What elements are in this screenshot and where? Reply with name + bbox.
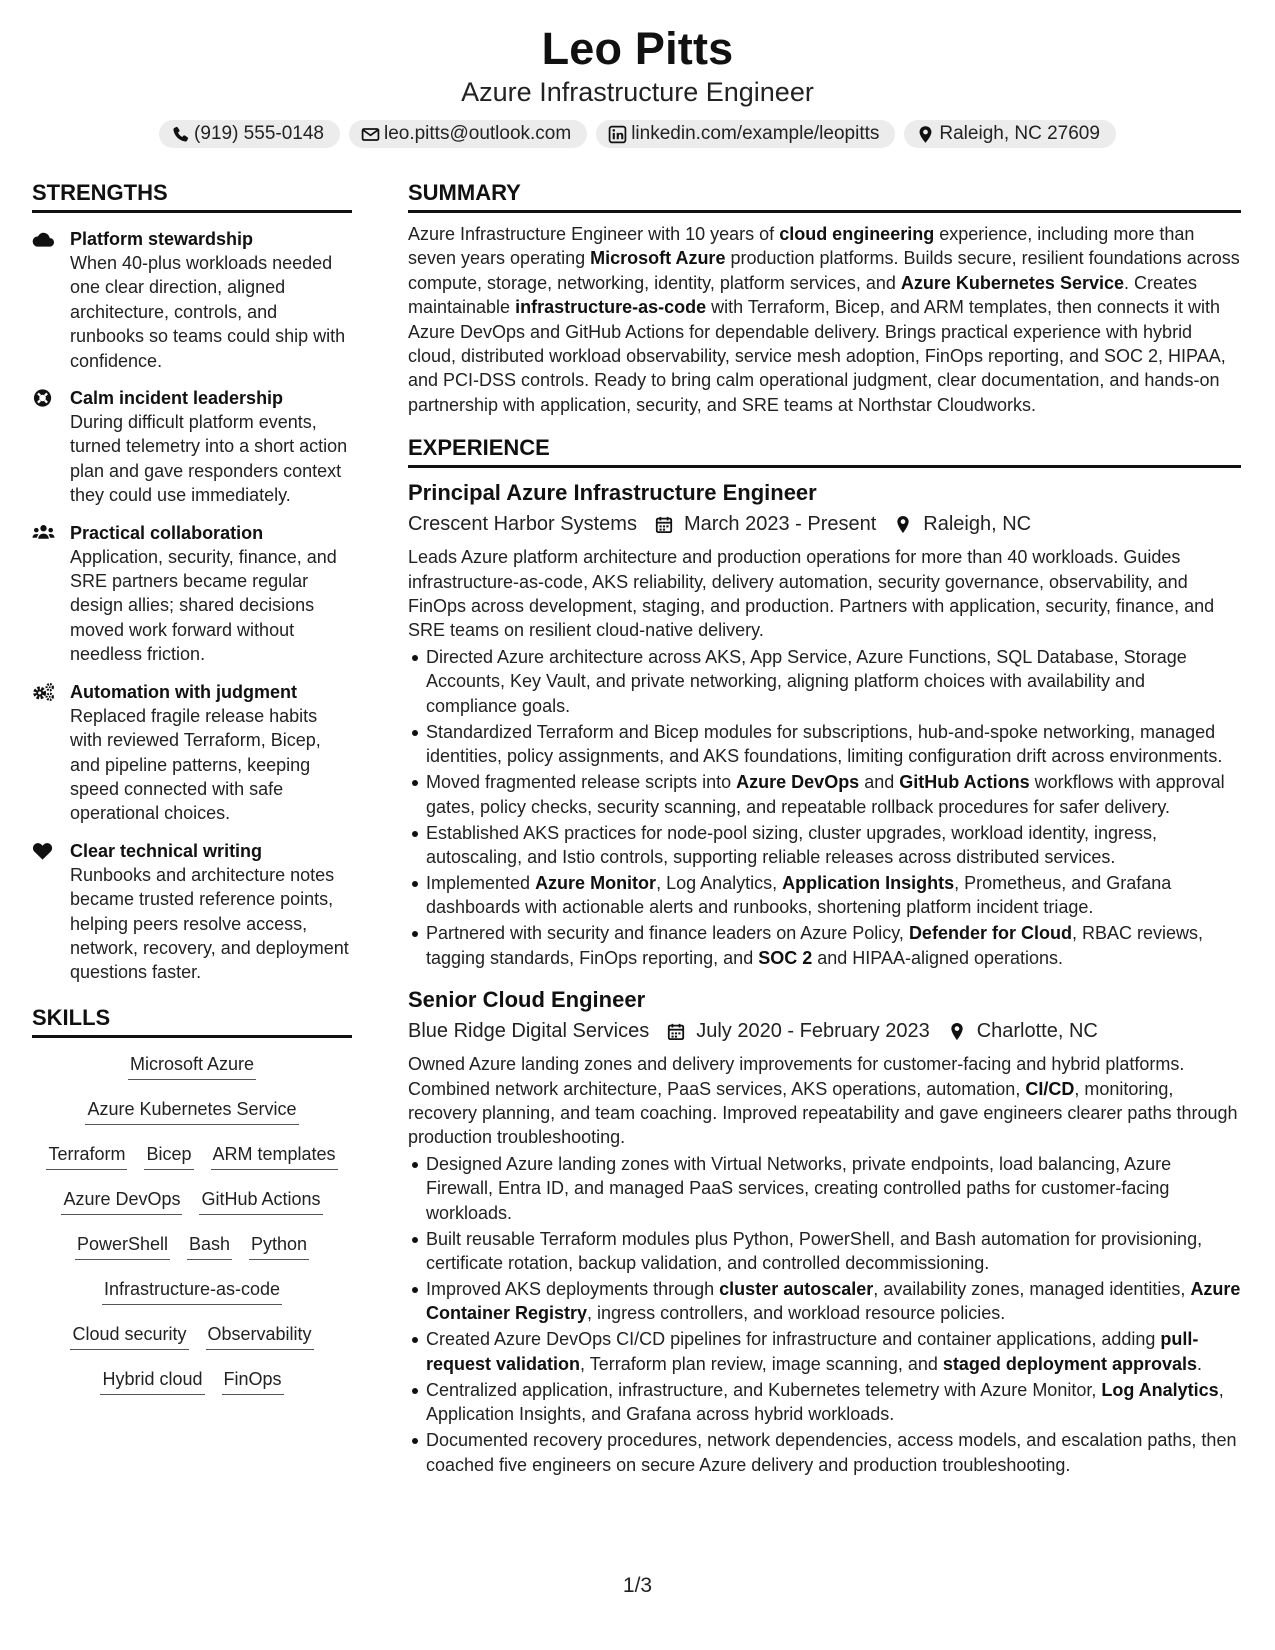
job-bullets bbox=[408, 1152, 1241, 1477]
strength-title: Automation with judgment bbox=[70, 681, 297, 702]
users-icon bbox=[32, 523, 55, 543]
job-bullet: Designed Azure landing zones with Virtual Networks, private endpoints, load balancing, Azure Firewall, Entra ID, and managed PaaS services, creating controlled paths for customer-facing workloads. bbox=[426, 1152, 1241, 1225]
strength-title: Platform stewardship bbox=[70, 229, 254, 249]
strength-item bbox=[32, 521, 352, 667]
candidate-title: Azure Infrastructure Engineer bbox=[461, 77, 814, 107]
job-description: Owned Azure landing zones and delivery improvements for customer-facing and hybrid platforms. Combined network architecture, PaaS services, AKS operations, automation, CI/CD, monitoring, recovery planning, and team coaching. Improved repeatability and gave engineers clearer paths through production troubleshooting. bbox=[408, 1054, 1238, 1148]
map-pin-icon bbox=[948, 1022, 966, 1041]
strengths-list bbox=[32, 227, 352, 985]
job-location: Charlotte, NC bbox=[976, 1020, 1098, 1043]
skill-tag: FinOps bbox=[222, 1367, 284, 1395]
cloud-icon bbox=[32, 229, 55, 249]
contact-bar bbox=[0, 120, 1275, 148]
experience-section bbox=[408, 433, 1241, 1477]
job-bullet: Standardized Terraform and Bicep modules for subscriptions, hub-and-spoke networking, managed identities, policy assignments, and AKS foundations, limiting configuration drift across environments. bbox=[426, 720, 1241, 769]
strength-text: Application, security, finance, and SRE partners became regular design allies; shared decisions moved work forward without needless friction. bbox=[70, 546, 337, 665]
summary-text: Azure Infrastructure Engineer with 10 years of cloud engineering experience, including more than seven years operating Microsoft Azure production platforms. Builds secure, resilient foundations across compute, storage, networking, identity, platform services, and Azure Kubernetes Service. Creates maintainable infrastructure-as-code with Terraform, Bicep, and ARM templates, then connects it with Azure DevOps and GitHub Actions for dependable delivery. Brings practical experience with hybrid cloud, distributed workload observability, service mesh adoption, FinOps reporting, and SOC 2, HIPAA, and PCI-DSS controls. Ready to bring calm operational judgment, clear documentation, and hands-on partnership with application, security, and SRE teams at Northstar Cloudworks. bbox=[408, 224, 1240, 415]
job-meta bbox=[408, 1016, 1241, 1046]
job-bullet: Established AKS practices for node-pool sizing, cluster upgrades, workload identity, ingress, autoscaling, and Istio controls, supporting reliable releases across distributed services. bbox=[426, 821, 1241, 870]
skills-heading: SKILLS bbox=[32, 1003, 352, 1038]
skill-tag: Observability bbox=[206, 1322, 314, 1350]
envelope-icon bbox=[361, 125, 380, 144]
skill-row bbox=[32, 1097, 352, 1142]
strength-item bbox=[32, 227, 352, 373]
job-entry bbox=[408, 478, 1241, 970]
skill-row bbox=[32, 1052, 352, 1097]
phone-icon bbox=[171, 125, 190, 144]
job-bullet: Implemented Azure Monitor, Log Analytics, Application Insights, Prometheus, and Grafana dashboards with actionable alerts and runbooks, shortening platform incident triage. bbox=[426, 871, 1241, 920]
job-bullet: Directed Azure architecture across AKS, App Service, Azure Functions, SQL Database, Storage Accounts, Key Vault, and private networking, aligning platform choices with availability and compliance goals. bbox=[426, 645, 1241, 718]
right-column bbox=[408, 178, 1241, 1479]
calendar-icon bbox=[655, 515, 673, 534]
resume-header bbox=[0, 22, 1275, 148]
job-company: Crescent Harbor Systems bbox=[408, 513, 637, 536]
job-bullet: Documented recovery procedures, network dependencies, access models, and escalation paths, then coached five engineers on secure Azure delivery and production troubleshooting. bbox=[426, 1428, 1241, 1477]
contact-email[interactable] bbox=[349, 120, 587, 148]
gears-icon bbox=[32, 682, 55, 702]
map-pin-icon bbox=[894, 515, 912, 534]
job-entry bbox=[408, 985, 1241, 1477]
skill-tag: Cloud security bbox=[70, 1322, 188, 1350]
contact-location[interactable] bbox=[904, 120, 1116, 148]
experience-heading: EXPERIENCE bbox=[408, 433, 1241, 468]
job-bullet: Created Azure DevOps CI/CD pipelines for infrastructure and container applications, adding pull-request validation, Terraform plan review, image scanning, and staged deployment approvals. bbox=[426, 1327, 1241, 1376]
job-meta bbox=[408, 509, 1241, 539]
strengths-heading: STRENGTHS bbox=[32, 178, 352, 213]
skill-tag: Python bbox=[249, 1232, 309, 1260]
left-column bbox=[32, 178, 352, 1412]
calendar-icon bbox=[667, 1022, 685, 1041]
job-bullet: Built reusable Terraform modules plus Python, PowerShell, and Bash automation for provisioning, certificate rotation, backup validation, and controlled decommissioning. bbox=[426, 1227, 1241, 1276]
job-bullet: Improved AKS deployments through cluster autoscaler, availability zones, managed identities, Azure Container Registry, ingress controllers, and workload resource policies. bbox=[426, 1277, 1241, 1326]
contact-email-text: leo.pitts@outlook.com bbox=[383, 123, 572, 144]
skill-tag: Azure DevOps bbox=[61, 1187, 182, 1215]
job-description: Leads Azure platform architecture and production operations for more than 40 workloads. Guides infrastructure-as-code, AKS reliability, delivery automation, security governance, observability, and FinOps across development, staging, and production. Partners with application, security, finance, and SRE teams on resilient cloud-native delivery. bbox=[408, 547, 1215, 641]
skill-tag: Microsoft Azure bbox=[128, 1052, 256, 1080]
job-title: Senior Cloud Engineer bbox=[408, 987, 646, 1013]
strength-item bbox=[32, 386, 352, 508]
job-company: Blue Ridge Digital Services bbox=[408, 1020, 650, 1043]
summary-heading: SUMMARY bbox=[408, 178, 1241, 213]
contact-linkedin[interactable] bbox=[596, 120, 895, 148]
skill-row bbox=[32, 1367, 352, 1412]
strength-item bbox=[32, 680, 352, 826]
skill-tag: Bash bbox=[187, 1232, 232, 1260]
strength-title: Calm incident leadership bbox=[70, 388, 284, 409]
skill-row bbox=[32, 1142, 352, 1187]
strength-text: When 40-plus workloads needed one clear direction, aligned architecture, controls, and runbooks so teams could ship with confidence. bbox=[70, 253, 346, 371]
job-title: Principal Azure Infrastructure Engineer bbox=[408, 480, 817, 506]
strength-title: Practical collaboration bbox=[70, 522, 264, 543]
job-bullet: Centralized application, infrastructure, and Kubernetes telemetry with Azure Monitor, Log Analytics, Application Insights, and Grafana across hybrid workloads. bbox=[426, 1378, 1241, 1427]
skill-row bbox=[32, 1232, 352, 1277]
job-bullet: Partnered with security and finance leaders on Azure Policy, Defender for Cloud, RBAC reviews, tagging standards, FinOps reporting, and SOC 2 and HIPAA-aligned operations. bbox=[426, 921, 1241, 970]
skill-tag: Hybrid cloud bbox=[100, 1367, 204, 1395]
contact-phone-text: (919) 555-0148 bbox=[194, 123, 324, 144]
skill-tag: ARM templates bbox=[211, 1142, 338, 1170]
skill-tag: Bicep bbox=[144, 1142, 193, 1170]
contact-phone[interactable] bbox=[159, 120, 340, 148]
contact-location-text: Raleigh, NC 27609 bbox=[939, 123, 1100, 144]
job-dates: July 2020 - February 2023 bbox=[696, 1020, 930, 1043]
skill-row bbox=[32, 1187, 352, 1232]
skill-tag: PowerShell bbox=[75, 1232, 170, 1260]
strength-item bbox=[32, 839, 352, 985]
skill-tag: GitHub Actions bbox=[199, 1187, 322, 1215]
skills-list bbox=[32, 1052, 352, 1412]
strength-text: Runbooks and architecture notes became trusted reference points, helping peers resolve access, network, recovery, and deployment questions faster. bbox=[70, 864, 349, 983]
contact-linkedin-text: linkedin.com/example/leopitts bbox=[631, 123, 880, 144]
linkedin-icon bbox=[608, 125, 627, 144]
strength-text: During difficult platform events, turned telemetry into a short action plan and gave responders context they could use immediately. bbox=[70, 412, 348, 506]
skill-tag: Azure Kubernetes Service bbox=[85, 1097, 298, 1125]
skill-row bbox=[32, 1322, 352, 1367]
candidate-name: Leo Pitts bbox=[541, 23, 734, 74]
skill-row bbox=[32, 1277, 352, 1322]
job-bullets bbox=[408, 645, 1241, 970]
heart-icon bbox=[32, 841, 55, 861]
skill-tag: Terraform bbox=[46, 1142, 127, 1170]
page-number: 1/3 bbox=[622, 1574, 653, 1597]
job-location: Raleigh, NC bbox=[923, 513, 1032, 536]
strength-text: Replaced fragile release habits with reviewed Terraform, Bicep, and pipeline patterns, keeping speed connected with safe operational choices. bbox=[70, 705, 321, 824]
strength-title: Clear technical writing bbox=[70, 840, 263, 861]
job-dates: March 2023 - Present bbox=[683, 513, 877, 536]
skill-tag: Infrastructure-as-code bbox=[102, 1277, 282, 1305]
map-pin-icon bbox=[916, 125, 935, 144]
job-bullet: Moved fragmented release scripts into Azure DevOps and GitHub Actions workflows with approval gates, policy checks, security scanning, and repeatable rollback procedures for safer delivery. bbox=[426, 770, 1241, 819]
life-ring-icon bbox=[32, 388, 55, 408]
